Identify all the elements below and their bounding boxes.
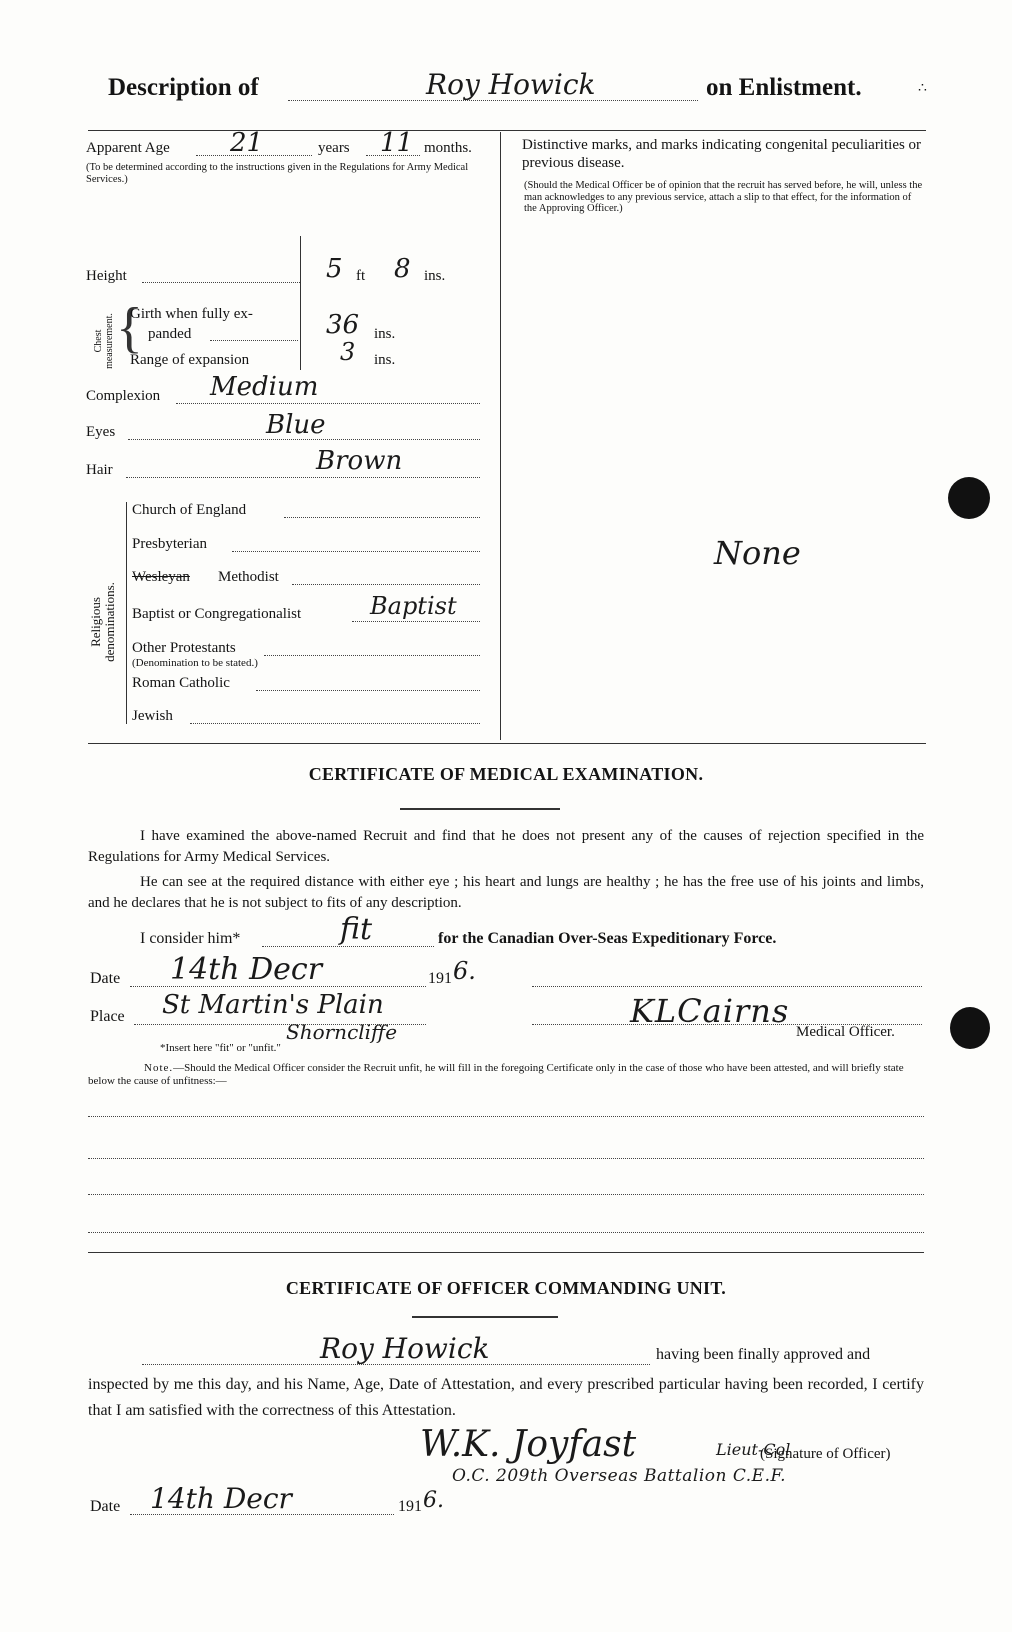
punch-hole-top [948,477,990,519]
medical-place-value: St Martin's Plain [162,990,384,1020]
medical-para2: He can see at the required distance with either eye ; his heart and lungs are healthy ; he has the free use of his joints and limbs, and he declares that he is not subject to fits of any description. [88,874,924,911]
eyes-value: Blue [266,410,326,440]
bottom-rule [88,743,926,744]
commanding-year-digit: 6. [423,1488,444,1513]
religion-other-note: (Denomination to be stated.) [132,657,258,669]
commanding-rank: Lieut-Col [716,1440,791,1459]
medical-signature: KLCairns [630,992,790,1030]
chest-range-unit: ins. [374,352,396,368]
commanding-para: inspected by me this day, and his Name, Age, Date of Attestation, and every prescribed particular having been recorded, I certify that I am satisfied with the correctness of this Attestation. [88,1376,924,1419]
complexion-value: Medium [210,372,319,402]
commanding-date-value: 14th Decr [150,1482,292,1515]
medical-fit-value: fit [340,912,373,947]
height-inches: 8 [394,254,411,284]
marks-heading: Distinctive marks, and marks indicating congenital peculiarities or previous disease. [522,137,922,171]
religion-baptist-value: Baptist [370,592,457,620]
commanding-year-prefix: 191 [398,1498,422,1515]
age-months-label: months. [424,140,472,156]
top-rule [88,130,926,131]
header-suffix: on Enlistment. [706,74,862,101]
religion-roman-catholic: Roman Catholic [132,675,230,691]
punch-hole-bottom [950,1007,990,1049]
religion-baptist: Baptist or Congregationalist [132,606,302,622]
medical-year-prefix: 191 [428,970,452,987]
medical-note [88,1062,924,1088]
height-label: Height [86,268,127,284]
chest-girth-label-1: Girth when fully ex- [130,306,253,322]
hair-value: Brown [316,446,403,476]
religion-wesleyan-struck: Wesleyan [132,569,190,585]
commanding-title: CERTIFICATE OF OFFICER COMMANDING UNIT. [285,1278,727,1298]
header-name: Roy Howick [426,68,596,101]
medical-note-text: —Should the Medical Officer consider the Recruit unfit, he will fill in the foregoing Certificate only in the case of those who have been attested, and will briefly state below the cause of unfitness:— [88,1062,904,1087]
eyes-label: Eyes [86,424,116,440]
middle-divider [500,132,501,740]
chest-girth-label-2: panded [148,326,192,342]
age-months-value: 11 [380,128,414,158]
religion-methodist: Methodist [218,569,279,585]
unfitness-line-1 [88,1116,924,1117]
religion-jewish: Jewish [132,708,173,724]
religion-side-label: Religious denominations. [88,582,117,662]
chest-range-label: Range of expansion [130,352,250,368]
medical-insert-note: *Insert here "fit" or "unfit." [160,1042,281,1054]
medical-consider-prefix: I consider him* [140,930,241,947]
medical-place-label: Place [90,1008,125,1025]
height-ft-label: ft [356,268,366,284]
religion-other-protestants: Other Protestants [132,640,236,656]
medical-date-value: 14th Decr [170,952,323,987]
unfitness-line-3 [88,1194,924,1195]
medical-year-digit: 6. [453,957,476,985]
age-years-label: years [318,140,350,156]
height-ins-label: ins. [424,268,446,284]
commanding-name: Roy Howick [320,1332,490,1365]
chest-girth-value: 36 [326,310,360,340]
complexion-label: Complexion [86,388,161,404]
medical-place-value-2: Shorncliffe [286,1020,398,1044]
religion-presbyterian: Presbyterian [132,536,207,552]
header-prefix: Description of [108,74,259,101]
medical-date-label: Date [90,970,121,987]
marks-value: None [714,534,801,572]
age-note: (To be determined according to the instructions given in the Regulations for Army Medical Services.) [86,162,469,185]
unfitness-line-2 [88,1158,924,1159]
height-feet: 5 [326,254,343,284]
medical-officer-label: Medical Officer. [796,1024,895,1040]
medical-title: CERTIFICATE OF MEDICAL EXAMINATION. [308,764,704,784]
commanding-stamp: O.C. 209th Overseas Battalion C.E.F. [452,1466,787,1486]
commanding-date-label: Date [90,1498,121,1515]
hair-label: Hair [86,462,113,478]
age-label: Apparent Age [86,140,170,156]
medical-para1: I have examined the above-named Recruit and find that he does not present any of the causes of rejection specified in the Regulations for Army Medical Services. [88,828,924,865]
commanding-sig-label: (Signature of Officer) [760,1446,891,1462]
marks-note: (Should the Medical Officer be of opinion that the recruit has served before, he will, unless the man acknowledges to any previous service, attach a slip to that effect, for the information of the Approving Officer.) [524,180,923,214]
medical-consider-suffix: for the Canadian Over-Seas Expeditionary Force. [438,930,777,947]
commanding-signature: W.K. Joyfast [420,1424,637,1465]
age-years-value: 21 [230,128,264,158]
chest-side-label: Chest measurement. [93,313,115,369]
commanding-approved: having been finally approved and [656,1346,871,1363]
unfitness-line-4 [88,1232,924,1233]
religion-church-of-england: Church of England [132,502,247,518]
chest-range-value: 3 [340,338,356,366]
medical-note-label: Note. [144,1062,174,1074]
chest-girth-unit: ins. [374,326,396,342]
